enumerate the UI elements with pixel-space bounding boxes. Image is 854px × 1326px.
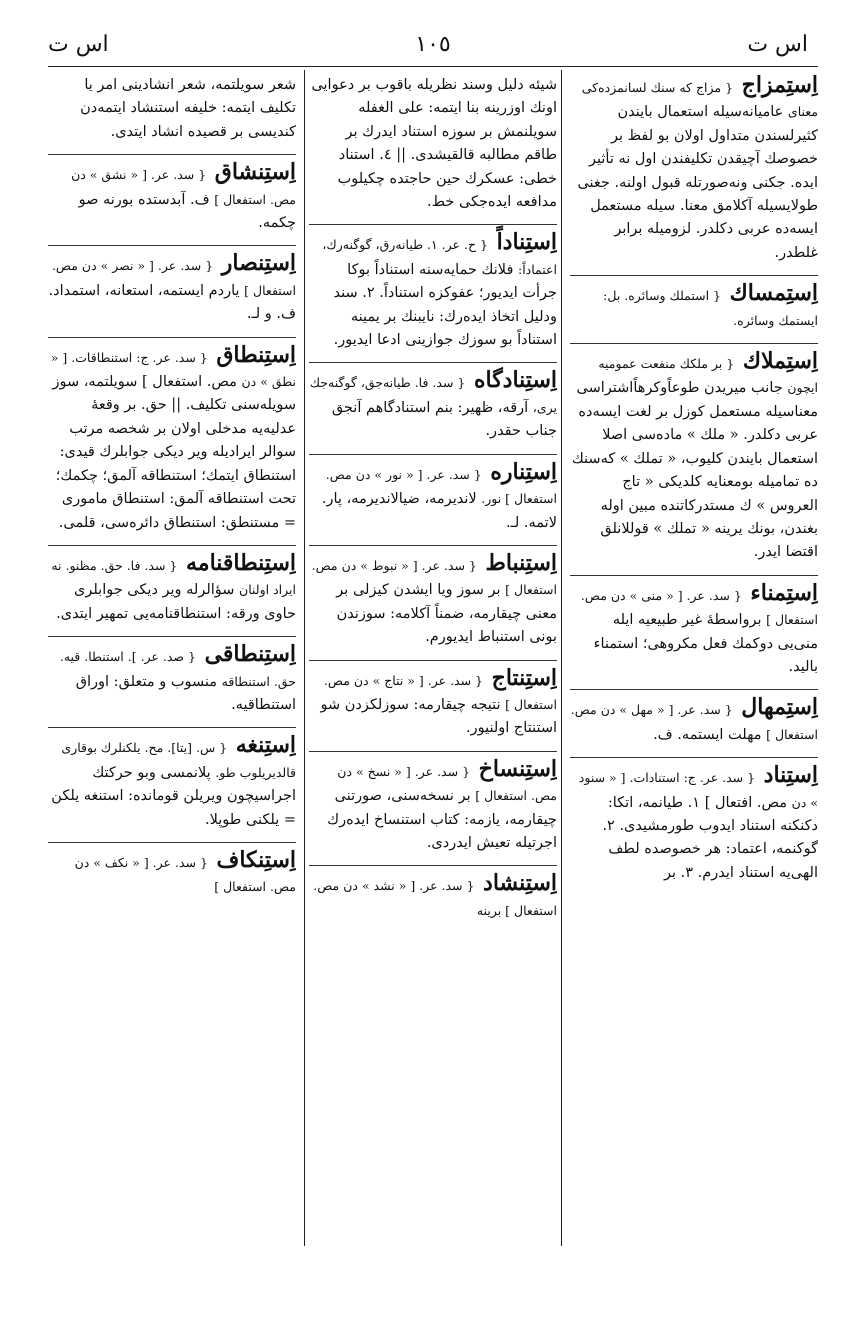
entry-headword: اِستِنغه — [235, 732, 296, 759]
entry-etymology: { سد. فا. حق. مظنو. نه ايراد اولنان — [51, 557, 296, 598]
entry-headword: اِستِناره — [490, 458, 557, 485]
entry-etymology: { س. [يتا]. مح. يلكنلرك بوقارى قالديريلوب طو. — [61, 740, 296, 780]
header-left-guide: اس ت — [48, 32, 109, 57]
entry-etymology: { سد. عر. [ « نسخ » دن مص. استفعال ] — [337, 763, 557, 804]
entry-definition: ياردم ايستمه، استعانه، استمداد. ف. و لـ. — [48, 282, 296, 323]
entry-headword: اِستِمساك — [729, 280, 818, 307]
dictionary-entry — [48, 74, 296, 144]
entry-definition: شعر سويلتمه، شعر انشادينى امر يا تكليف ايتمه: خليفه استنشاد ايتمه‌دن كنديسى بر قصيده انشاد ايتدى. — [80, 77, 296, 140]
entry-etymology: { سد. عر. [ « مهل » دن مص. استفعال ] — [570, 702, 818, 742]
dictionary-entry — [309, 751, 557, 856]
dictionary-entry — [309, 865, 557, 923]
dictionary-entry — [570, 275, 818, 333]
entry-headword: اِستِنباط — [485, 549, 557, 576]
entry-definition: جانب ميريدن طوعاًوكرهاًاشتراسى معناسيله مستعمل كوزل بر لغت ايسه‌ده عربى دكلدر. « ملك » ماده‌سى اصلا استعمال بايندن كليوب، « تملك » كه‌سنك ده تماميله بومعنايه كلديكى « تاج العروس » ك مستدركاتنده مبين اوله بغندن، بونك يرينه « تملك » قوللانلق اقتضا ايدر. — [571, 380, 818, 561]
dictionary-entry — [570, 74, 818, 265]
dictionary-entry — [48, 245, 296, 326]
entry-headword: اِستِنشاد — [483, 870, 557, 897]
dictionary-entry — [48, 337, 296, 535]
entry-headword: اِستِنصار — [221, 250, 296, 277]
dictionary-entry — [48, 842, 296, 900]
entry-definition: ف. آبدستده بورنه صو چكمه. — [78, 191, 296, 232]
entry-etymology: { سد. عر. ج: استنطاقات. [ « نطق » دن — [50, 349, 296, 390]
dictionary-entry — [570, 343, 818, 565]
entry-headword: اِستِمناء — [750, 579, 818, 606]
entry-definition: پلانمسى وبو حركتك اجراسيچون ويريلن قومانده: استنغه يلكن = يلكنى طوپلا. — [51, 764, 296, 828]
entry-definition: مهلت ايستمه. ف. — [653, 726, 762, 743]
entry-etymology: { سد. فا. طيانه‌جق، گوگنه‌جك يرى، — [309, 375, 557, 415]
entry-headword: اِستِناداً — [496, 229, 557, 256]
entry-headword: اِستِنساخ — [478, 755, 557, 782]
entry-headword: اِستِمزاج — [741, 74, 818, 98]
dictionary-entry — [309, 454, 557, 535]
entry-headword: اِستِنكاف — [216, 846, 296, 873]
entry-etymology: { سد. عر. ج: استنادات. [ « سنود » دن — [578, 770, 818, 810]
entry-etymology: { سد. عر. [ « نور » دن مص. استفعال ] نور. — [325, 466, 557, 507]
entry-etymology: { سد. عر. [ « منى » دن مص. استفعال ] — [580, 587, 818, 628]
dictionary-page — [48, 24, 818, 1244]
entry-etymology: { سد. عر. [ « نشد » دن مص. استفعال ] برينه — [313, 878, 557, 918]
entry-etymology: { سد. عر. [ « نكف » دن مص. استفعال ] — [74, 854, 296, 895]
entry-definition: سؤالرله وير ديكى جوابلرى حاوى ورقه: استنطاقنامه‌يى تمهير ايتدى. — [56, 582, 296, 622]
dictionary-entry — [309, 545, 557, 650]
entry-definition: عاميانه‌سيله استعمال بايندن كثيرلسندن متداول اولان بو لفظ بر خصوصك آچيقدن تكليفندن اول نه تأثير ايده. جكنى ونه‌صورتله قبول اولنه. جغنى طولايسيله آكلامق معنا. سيله مستعمل ايسه‌ده عربى دكلدر. لزوميله برابر غلطدر. — [577, 104, 818, 261]
entry-etymology: { سد. عر. [ « نصر » دن مص. استفعال ] — [51, 258, 296, 298]
entry-headword: اِستِنطاق — [216, 341, 296, 368]
entry-definition: بر سوز ويا ايشدن كيزلى بر معنى چيقارمه، ضمناً آكلامه: سوزندن بونى استنباط ايديورم. — [336, 582, 557, 646]
entry-etymology: { استملك وسائره. بل: ايستمك وسائره. — [603, 288, 818, 328]
column-left — [48, 74, 296, 1244]
entry-definition: برواسطهٔ غير طبيعيه ايله منى‌يى دوكمك فعل مكروهى؛ استمناء باليد. — [593, 612, 818, 675]
entry-definition: شيئه دليل وسند نظريله باقوب بر دعوايى اونك اوزرينه بنا ايتمه: على الغفله سويلنمش بر سوزه استناد ايدرك بر طاقم مطالبه قالقيشدى. || ٤. استناد خطى: عسكرك حين حاجتده چكيلوب مدافعه ايده‌جكى خط. — [311, 77, 557, 211]
entry-definition: نتيجه چيقارمه: سوزلكزدن شو استنتاج اولنيور. — [320, 696, 557, 737]
column-right — [570, 74, 818, 1244]
entry-etymology: { سد. عر. [ « نشق » دن مص. استفعال ] — [71, 167, 296, 207]
dictionary-entry — [309, 362, 557, 443]
column-divider — [304, 70, 305, 1246]
entry-etymology: { سد. عر. [ « نتاج » دن مص. استفعال ] — [323, 672, 557, 712]
entry-headword: اِستِنتاج — [491, 664, 557, 691]
entry-etymology: { بر ملكك منفعت عموميه ايچون — [598, 356, 818, 396]
entry-definition: آرقه، ظهير: بنم استنادگاهم آنجق جناب حقدر. — [331, 399, 557, 440]
header-rule — [48, 66, 818, 67]
page-number: ١٠٥ — [415, 32, 451, 57]
entry-headword: اِستِنشاق — [214, 159, 296, 186]
dictionary-entry — [570, 575, 818, 680]
header-right-guide: اس ت — [747, 32, 808, 57]
entry-headword: اِستِمهال — [741, 694, 818, 721]
entry-headword: اِستِناد — [763, 762, 818, 789]
dictionary-entry — [48, 545, 296, 626]
entry-headword: اِستِنطاقنامه — [185, 549, 296, 576]
page-header — [48, 24, 818, 64]
entry-definition: منسوب و متعلق: اوراق استنطاقيه. — [75, 673, 296, 713]
dictionary-entry — [48, 636, 296, 717]
entry-definition: مص. استفعال ] سويلتمه، سوز سويله‌سنى تكليف. || حق. بر وقعهٔ عدليه‌يه مدخلى اولان بر شخصه مرتب سوالر ايراديله وير ديكى جوابلرك قيدى: استنطاق ايتمك؛ استنطاقه آلمق؛ چكمك؛ تحت استنطاقه آلمق: استنطاق مامورى = مستنطق: استنطاق دائره‌سى، قلمى. — [52, 374, 296, 531]
column-middle — [309, 74, 557, 1244]
entry-headword: اِستِنادگاه — [473, 367, 557, 394]
dictionary-entry — [570, 689, 818, 747]
entry-etymology: { مزاج كه سنك لسانمزده‌كى معناى — [581, 80, 818, 120]
dictionary-entry — [48, 154, 296, 235]
entry-definition: فلانك حمايه‌سنه استناداً بوكا جرأت ايديور؛ عفوكزه استناداً. ٢. سند ودليل اتخاذ ايده‌رك: نايبنك بر يمينه استناداً بو سوزك جوازينى ادعا ايديور. — [333, 261, 557, 349]
entry-definition: بر نسخه‌سنى، صورتنى چيقارمه، يازمه: كتاب استنساخ ايده‌رك اجرتيله تعيش ايدردى. — [327, 788, 557, 851]
entry-definition: لانديرمه، ضيالانديرمه، پار. لاتمه. لـ. — [321, 491, 557, 531]
dictionary-entry — [48, 727, 296, 832]
entry-definition: مص. افتعال ] ١. طيانمه، اتكا: دكنكنه استناد ايدوب طورمشيدى. ٢. گوكنمه، اعتماد: هر خصوصده لطف الهى‌يه استناد ايدرم. ٣. بر — [602, 794, 818, 881]
column-divider — [561, 70, 562, 1246]
entry-etymology: { سد. عر. [ « نبوط » دن مص. استفعال ] — [311, 557, 557, 598]
entry-headword: اِستِنطاقى — [204, 641, 296, 668]
dictionary-entry — [309, 660, 557, 741]
dictionary-entry — [309, 224, 557, 352]
entry-headword: اِستِملاك — [742, 348, 818, 375]
dictionary-entry — [570, 757, 818, 885]
entry-etymology: { صد. عر. ]. استنطا. قيه. حق. استنطاقه — [59, 649, 296, 689]
entry-etymology: { ح. عر. ١. طيانه‌رق، گوگنه‌رك، اعتماداً: — [322, 237, 557, 277]
dictionary-entry — [309, 74, 557, 214]
